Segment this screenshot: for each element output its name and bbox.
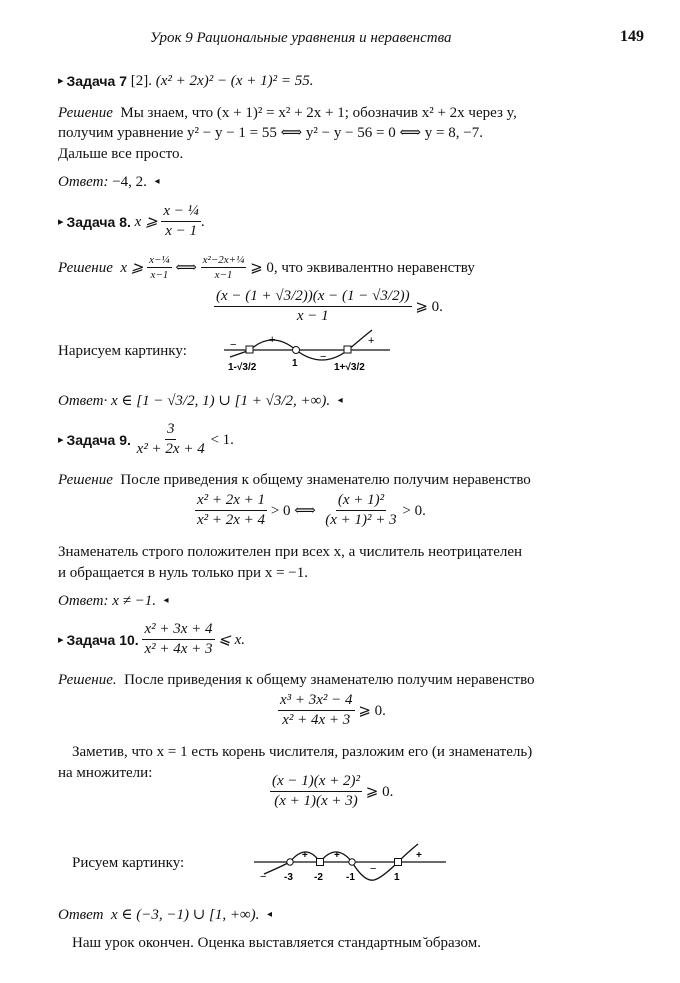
task9-f1-num: x² + 2x + 1	[195, 492, 267, 511]
answer-label: Ответ:	[58, 174, 109, 190]
task7-answer	[58, 173, 159, 191]
task9-fraction	[135, 421, 207, 458]
task9-f1	[195, 492, 267, 529]
sign-label: −	[370, 863, 377, 875]
task8-title: Задача 8.	[66, 213, 131, 230]
task-bullet-icon: ▸	[58, 433, 64, 446]
task-bullet-icon: ▸	[58, 215, 64, 228]
task7-solution-line1	[58, 104, 517, 122]
sign-label: +	[368, 335, 375, 347]
task10-sol-text: После приведения к общему знаменателю получим неравенство	[124, 672, 535, 688]
task8-sign-diagram	[222, 326, 392, 378]
task9-para1: Знаменатель строго положителен при всех x, а числитель неотрицателен	[58, 544, 523, 560]
end-mark-icon: ◂	[337, 395, 343, 406]
task10-f1-tail: ⩾ 0.	[358, 702, 386, 719]
solution-label: Решение	[58, 259, 113, 276]
task8-big-inequality	[214, 288, 443, 325]
task9-frac-num: 3	[165, 421, 177, 440]
end-mark-icon: ◂	[154, 176, 160, 187]
task9-f2-den: (x + 1)² + 3	[325, 512, 397, 528]
root-marker	[246, 346, 253, 353]
sign-label: +	[334, 850, 340, 861]
sign-label: +	[302, 850, 308, 861]
tick-label: -3	[284, 872, 293, 883]
equiv-symbol: ⟺	[175, 259, 197, 276]
task10-solution	[58, 671, 535, 689]
task10-answer	[58, 906, 272, 924]
task8-statement	[58, 203, 205, 240]
task8-frac-den: x − 1	[165, 223, 198, 239]
tick-label: -2	[314, 872, 323, 883]
task7-sol-text3: Дальше все просто.	[58, 146, 184, 162]
task10-picture-label: Рисуем картинку:	[72, 855, 185, 871]
task8-sol-frac2	[201, 254, 247, 281]
running-title: Урок 9 Рациональные уравнения и неравенства	[150, 30, 452, 46]
task9-f2-num: (x + 1)²	[336, 492, 386, 511]
solution-label: Решение	[58, 105, 113, 121]
task8-answer	[58, 392, 343, 410]
task9-f2	[323, 492, 398, 529]
closing-text: Наш урок окончен. Оценка выставляется стандартным ̆образом.	[72, 935, 481, 951]
task8-big-den: x − 1	[296, 308, 329, 324]
tick-label: 1-√3/2	[228, 362, 257, 373]
task10-frac-num: x² + 3x + 4	[142, 621, 214, 640]
task10-f2	[270, 773, 362, 810]
task10-frac-den: x² + 4x + 3	[144, 641, 213, 657]
task8-lhs: x ⩾	[134, 213, 158, 230]
task10-inequality1	[278, 692, 386, 729]
task8-big-fraction	[214, 288, 412, 325]
task10-tail: ⩽ x.	[218, 631, 245, 648]
task8-fraction	[161, 203, 201, 240]
task8-big-tail: ⩾ 0.	[415, 298, 443, 315]
task9-answer	[58, 592, 169, 610]
sign-label: −	[260, 871, 267, 883]
task10-para1: Заметив, что x = 1 есть корень числителя, разложим его (и знаменатель)	[72, 744, 533, 760]
task9-end: > 0.	[402, 502, 426, 519]
task7-sol-text1: Мы знаем, что (x + 1)² = x² + 2x + 1; обозначив x² + 2x через y,	[120, 105, 517, 121]
end-mark-icon: ◂	[163, 595, 169, 606]
task8-tail: .	[200, 213, 205, 230]
tick-label: 1	[292, 358, 298, 369]
root-marker	[317, 859, 324, 866]
task8-sol-frac2-den: x−1	[214, 269, 233, 281]
solution-label: Решение.	[58, 672, 117, 688]
solution-label: Решение	[58, 472, 113, 488]
task10-para2: на множители:	[58, 765, 153, 781]
excluded-point	[287, 859, 293, 865]
task10-fraction	[142, 621, 214, 658]
task9-title: Задача 9.	[66, 431, 131, 448]
task8-sol-frac1-num: x−¼	[149, 254, 170, 266]
task7-title: Задача 7	[66, 73, 128, 89]
task7-statement	[58, 72, 313, 90]
task9-tail: < 1.	[210, 431, 234, 448]
answer-label: Ответ:	[58, 593, 109, 609]
task8-frac-num: x − ¼	[161, 203, 201, 222]
task8-big-num: (x − (1 + √3/2))(x − (1 − √3/2))	[214, 288, 412, 307]
tick-label: 1	[394, 872, 400, 883]
excluded-point	[293, 347, 300, 354]
task8-answer-value: x ∈ [1 − √3/2, 1) ∪ [1 + √3/2, +∞).	[110, 393, 331, 409]
sign-label: +	[269, 334, 276, 346]
task9-solution	[58, 471, 531, 489]
root-marker	[344, 346, 351, 353]
task10-inequality2	[270, 773, 393, 810]
task7-answer-value: −4, 2.	[112, 174, 147, 190]
task10-sign-diagram	[250, 840, 450, 890]
sign-label: −	[320, 351, 327, 363]
answer-label: Ответ·	[58, 393, 108, 409]
task9-inequality	[195, 492, 426, 529]
task8-solution	[58, 254, 475, 281]
task8-sol-frac1	[147, 254, 172, 281]
task8-sol-a: x ⩾	[120, 259, 144, 276]
task8-picture-label: Нарисуем картинку:	[58, 343, 187, 359]
task7-ref: [2].	[130, 73, 153, 89]
tick-label: 1+√3/2	[334, 362, 365, 373]
answer-label: Ответ	[58, 907, 104, 923]
sign-curve	[230, 330, 375, 360]
task9-f1-den: x² + 2x + 4	[197, 512, 266, 528]
task8-sol-b: ⩾ 0, что эквивалентно неравенству	[250, 259, 475, 276]
root-marker	[395, 859, 402, 866]
task9-statement	[58, 421, 234, 458]
task10-f1-num: x³ + 3x² − 4	[278, 692, 355, 711]
task9-sol-text: После приведения к общему знаменателю получим неравенство	[120, 472, 531, 488]
task10-statement	[58, 621, 245, 658]
sign-label: −	[230, 339, 237, 351]
task7-equation: (x² + 2x)² − (x + 1)² = 55.	[155, 73, 314, 89]
task10-f1	[278, 692, 355, 729]
task8-sol-frac1-den: x−1	[150, 269, 169, 281]
excluded-point	[349, 859, 355, 865]
task10-f2-tail: ⩾ 0.	[365, 783, 394, 800]
page-number: 149	[620, 28, 644, 45]
task9-mid: > 0 ⟺	[270, 502, 316, 519]
task7-sol-text2: получим уравнение y² − y − 1 = 55 ⟺ y² − y − 56 = 0 ⟺ y = 8, −7.	[58, 125, 483, 141]
task10-title: Задача 10.	[66, 631, 139, 648]
task9-para2: и обращается в нуль только при x = −1.	[58, 565, 308, 581]
sign-label: +	[416, 850, 422, 861]
task8-sol-frac2-num: x²−2x+¼	[202, 254, 245, 266]
task10-answer-value: x ∈ (−3, −1) ∪ [1, +∞).	[110, 907, 260, 923]
task-bullet-icon: ▸	[58, 75, 64, 87]
task9-answer-value: x ≠ −1.	[112, 593, 156, 609]
task-bullet-icon: ▸	[58, 633, 64, 646]
task9-frac-den: x² + 2x + 4	[136, 441, 205, 457]
task10-f2-den: (x + 1)(x + 3)	[274, 793, 358, 809]
task10-f1-den: x² + 4x + 3	[282, 712, 351, 728]
tick-label: -1	[346, 872, 355, 883]
end-mark-icon: ◂	[266, 909, 272, 920]
task10-f2-num: (x − 1)(x + 2)²	[270, 773, 362, 792]
